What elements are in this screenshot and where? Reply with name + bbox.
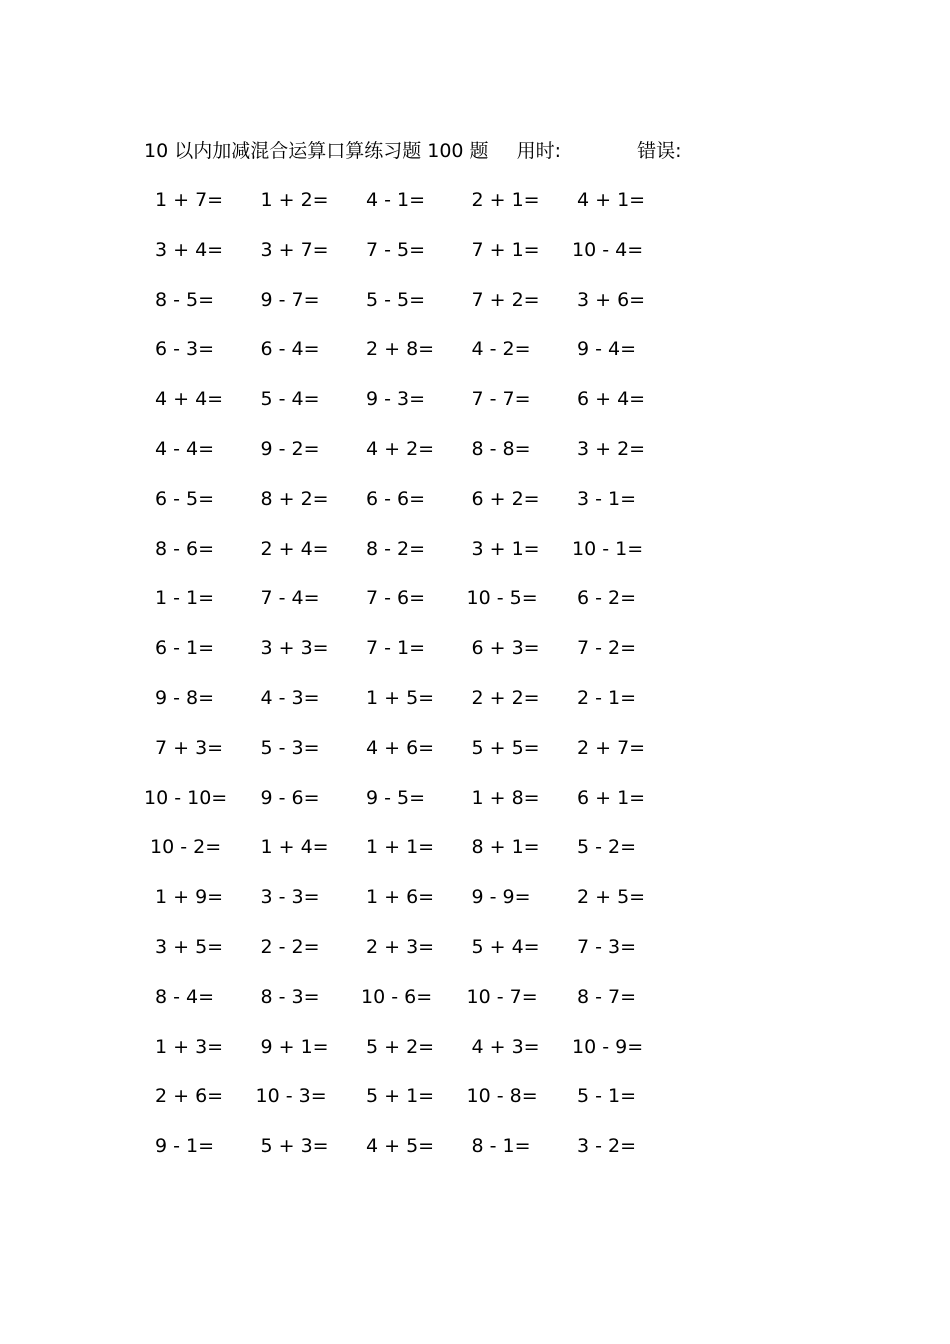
errors-label: 错误: (637, 140, 682, 162)
problem-item: 10 - 9= (572, 1035, 644, 1058)
problem-item: 8 - 4= (155, 985, 215, 1008)
problem-row (140, 236, 680, 286)
problem-item: 8 - 1= (471, 1135, 531, 1158)
problem-item: 2 + 5= (577, 886, 646, 909)
problem-item: 4 + 6= (366, 736, 435, 759)
problem-item: 10 - 2= (150, 836, 222, 859)
problem-item: 5 - 2= (577, 836, 637, 859)
problem-item: 1 + 7= (155, 189, 224, 211)
problem-item: 8 - 8= (471, 437, 531, 460)
problem-item: 5 - 1= (577, 1085, 637, 1108)
problem-item: 1 + 6= (366, 886, 435, 909)
problem-row (140, 883, 680, 933)
problem-item: 3 - 1= (577, 487, 637, 510)
problem-item: 3 + 3= (260, 637, 329, 660)
problem-item: 9 - 8= (155, 686, 215, 709)
problem-row (140, 385, 680, 435)
problem-item: 4 - 2= (471, 338, 531, 361)
problem-item: 2 + 8= (366, 338, 435, 361)
problem-item: 8 - 6= (155, 537, 215, 560)
problem-item: 10 - 6= (361, 985, 433, 1008)
problem-item: 7 + 2= (471, 288, 540, 311)
problem-row (140, 983, 680, 1033)
problem-item: 7 + 3= (155, 736, 224, 759)
problem-item: 4 + 4= (155, 388, 224, 411)
problem-item: 9 - 7= (260, 288, 320, 311)
problem-row (140, 784, 680, 834)
problem-row (140, 435, 680, 485)
problem-item: 6 - 4= (260, 338, 320, 361)
problem-item: 8 + 1= (471, 836, 540, 859)
problem-item: 5 - 3= (260, 736, 320, 759)
problem-grid (140, 186, 680, 1182)
problem-item: 1 + 2= (260, 189, 329, 211)
problem-item: 6 + 4= (577, 388, 646, 411)
problem-item: 6 + 2= (471, 487, 540, 510)
problem-item: 6 + 1= (577, 786, 646, 809)
problem-item: 7 - 4= (260, 587, 320, 610)
problem-item: 4 - 1= (366, 189, 426, 211)
problem-item: 6 - 5= (155, 487, 215, 510)
problem-item: 3 + 5= (155, 935, 224, 958)
problem-item: 7 - 7= (471, 388, 531, 411)
worksheet-header (144, 137, 681, 165)
problem-item: 6 + 3= (471, 637, 540, 660)
problem-item: 9 - 5= (366, 786, 426, 809)
problem-item: 10 - 1= (572, 537, 644, 560)
problem-item: 1 + 3= (155, 1035, 224, 1058)
problem-item: 5 + 2= (366, 1035, 435, 1058)
problem-item: 2 + 2= (471, 686, 540, 709)
problem-item: 3 - 3= (260, 886, 320, 909)
problem-item: 4 - 3= (260, 686, 320, 709)
problem-item: 6 - 2= (577, 587, 637, 610)
problem-row (140, 1033, 680, 1083)
problem-item: 5 + 5= (471, 736, 540, 759)
problem-item: 8 - 2= (366, 537, 426, 560)
problem-item: 5 + 3= (260, 1135, 329, 1158)
problem-row (140, 335, 680, 385)
problem-item: 4 + 5= (366, 1135, 435, 1158)
problem-item: 2 + 3= (366, 935, 435, 958)
problem-row (140, 535, 680, 585)
problem-row (140, 186, 680, 236)
problem-item: 7 + 1= (471, 238, 540, 261)
problem-item: 2 + 4= (260, 537, 329, 560)
problem-item: 3 + 2= (577, 437, 646, 460)
problem-item: 10 - 5= (466, 587, 538, 610)
problem-item: 3 + 7= (260, 238, 329, 261)
problem-item: 2 + 6= (155, 1085, 224, 1108)
problem-item: 1 + 4= (260, 836, 329, 859)
problem-row (140, 833, 680, 883)
problem-item: 2 + 1= (471, 189, 540, 211)
problem-row (140, 933, 680, 983)
problem-row (140, 286, 680, 336)
problem-item: 10 - 4= (572, 238, 644, 261)
problem-item: 3 + 1= (471, 537, 540, 560)
time-label: 用时: (516, 140, 562, 162)
problem-item: 5 - 4= (260, 388, 320, 411)
problem-item: 6 - 3= (155, 338, 215, 361)
problem-item: 2 - 2= (260, 935, 320, 958)
problem-item: 4 + 1= (577, 189, 646, 211)
problem-item: 8 - 3= (260, 985, 320, 1008)
problem-item: 1 + 1= (366, 836, 435, 859)
problem-item: 8 - 5= (155, 288, 215, 311)
problem-item: 9 - 1= (155, 1135, 215, 1158)
problem-item: 2 + 7= (577, 736, 646, 759)
problem-row (140, 485, 680, 535)
problem-item: 3 + 4= (155, 238, 224, 261)
problem-item: 9 - 9= (471, 886, 531, 909)
problem-item: 2 - 1= (577, 686, 637, 709)
problem-item: 1 - 1= (155, 587, 215, 610)
problem-item: 6 - 6= (366, 487, 426, 510)
problem-item: 7 - 1= (366, 637, 426, 660)
problem-item: 10 - 10= (144, 786, 228, 809)
problem-item: 1 + 8= (471, 786, 540, 809)
problem-row (140, 634, 680, 684)
problem-item: 10 - 8= (466, 1085, 538, 1108)
problem-row (140, 734, 680, 784)
problem-item: 7 - 2= (577, 637, 637, 660)
problem-item: 1 + 5= (366, 686, 435, 709)
problem-item: 3 - 2= (577, 1135, 637, 1158)
problem-item: 7 - 5= (366, 238, 426, 261)
problem-row (140, 684, 680, 734)
problem-item: 5 + 1= (366, 1085, 435, 1108)
problem-item: 8 - 7= (577, 985, 637, 1008)
problem-item: 5 + 4= (471, 935, 540, 958)
problem-item: 4 - 4= (155, 437, 215, 460)
problem-item: 10 - 3= (255, 1085, 327, 1108)
problem-row (140, 1082, 680, 1132)
problem-item: 8 + 2= (260, 487, 329, 510)
problem-item: 9 - 2= (260, 437, 320, 460)
problem-item: 6 - 1= (155, 637, 215, 660)
problem-item: 9 - 4= (577, 338, 637, 361)
problem-item: 5 - 5= (366, 288, 426, 311)
problem-item: 1 + 9= (155, 886, 224, 909)
worksheet-title: 10 以内加减混合运算口算练习题 100 题 (144, 140, 489, 162)
problem-item: 10 - 7= (466, 985, 538, 1008)
problem-row (140, 584, 680, 634)
problem-item: 9 + 1= (260, 1035, 329, 1058)
problem-row (140, 1132, 680, 1182)
problem-item: 7 - 3= (577, 935, 637, 958)
problem-item: 7 - 6= (366, 587, 426, 610)
problem-item: 4 + 3= (471, 1035, 540, 1058)
problem-item: 9 - 6= (260, 786, 320, 809)
problem-item: 4 + 2= (366, 437, 435, 460)
problem-item: 9 - 3= (366, 388, 426, 411)
problem-item: 3 + 6= (577, 288, 646, 311)
